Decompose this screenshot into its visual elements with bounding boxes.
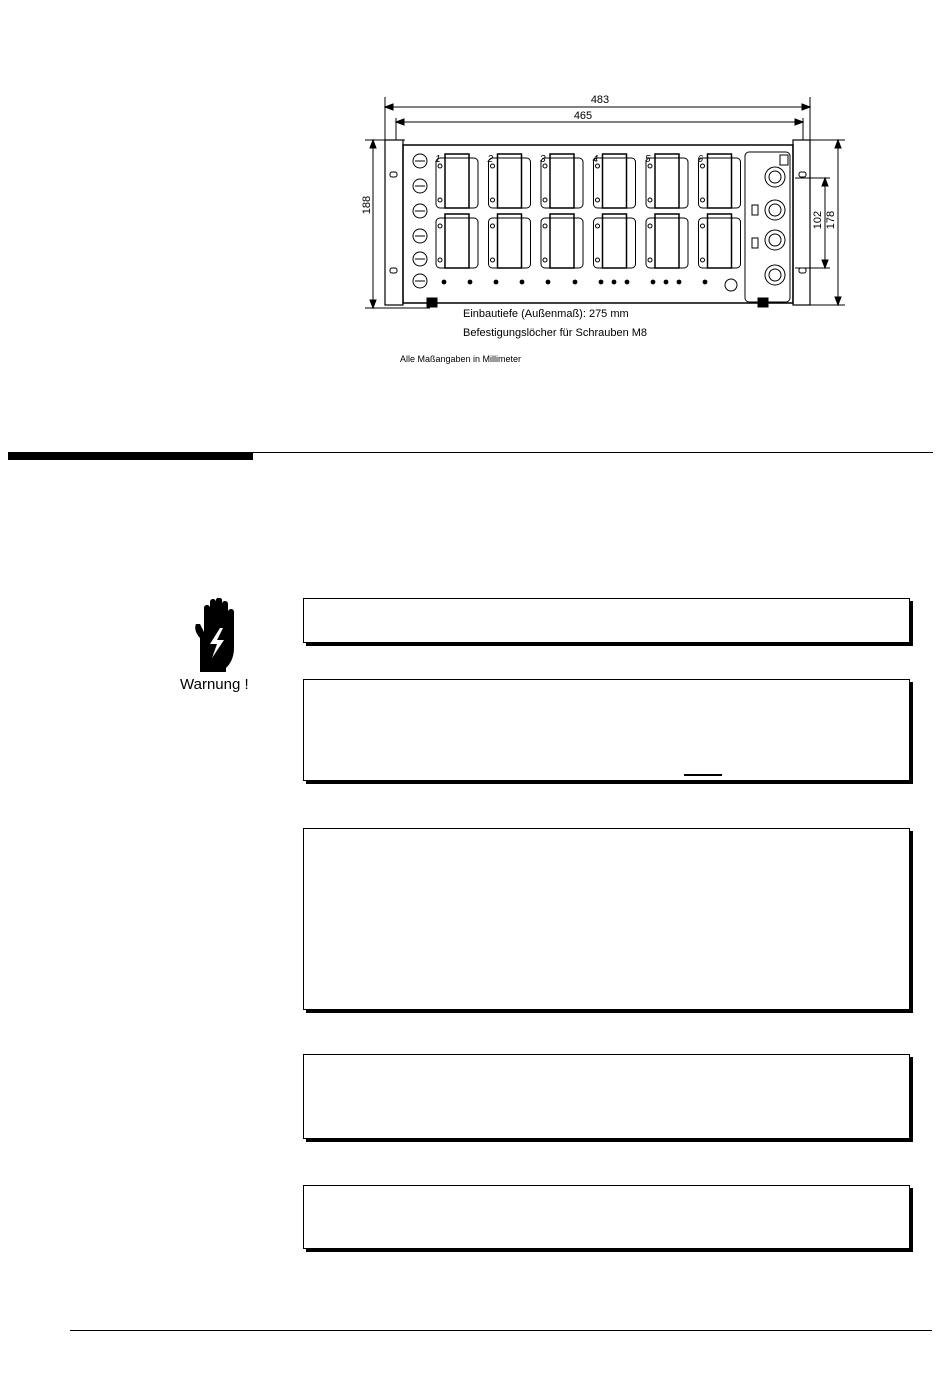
socket-screw <box>648 224 652 228</box>
caption-units: Alle Maßangaben in Millimeter <box>400 354 522 364</box>
socket-screw <box>596 224 600 228</box>
socket-cover <box>550 154 574 208</box>
rack-ear-left <box>385 140 403 305</box>
caption-holes: Befestigungslöcher für Schrauben M8 <box>463 327 648 339</box>
indicator-led <box>664 280 669 285</box>
section-rule-thick <box>8 452 253 460</box>
indicator-led <box>599 280 604 285</box>
socket-cover <box>708 214 732 268</box>
indicator-led <box>573 280 578 285</box>
socket-screw <box>543 258 547 262</box>
socket-cover <box>550 214 574 268</box>
socket-screw <box>648 198 652 202</box>
socket-screw <box>596 198 600 202</box>
socket-screw <box>543 224 547 228</box>
socket-cover <box>708 154 732 208</box>
dim-178: 178 <box>825 210 837 230</box>
socket-grid <box>435 154 741 268</box>
channel-number: 5 <box>645 154 651 165</box>
socket-cover <box>655 154 679 208</box>
indicator-led <box>612 280 617 285</box>
socket-cover <box>445 214 469 268</box>
section-rule-thin <box>253 452 933 453</box>
indicator-led <box>520 280 525 285</box>
socket-cover <box>445 154 469 208</box>
indicator-led <box>468 280 473 285</box>
socket-screw <box>491 258 495 262</box>
dim-483: 483 <box>590 94 610 106</box>
channel-number: 1 <box>435 154 441 165</box>
socket-screw <box>491 198 495 202</box>
channel-number: 3 <box>540 154 546 165</box>
socket-screw <box>438 198 442 202</box>
notice-box-5 <box>303 1185 910 1249</box>
socket-screw <box>543 198 547 202</box>
footer-rule <box>70 1330 932 1331</box>
underline-mark <box>684 774 722 776</box>
socket-screw <box>648 258 652 262</box>
socket-screw <box>491 224 495 228</box>
dim-188: 188 <box>361 195 373 215</box>
notice-box-1 <box>303 598 910 643</box>
indicator-led <box>625 280 630 285</box>
socket-screw <box>701 198 705 202</box>
channel-number: 6 <box>697 154 704 165</box>
channel-number: 4 <box>592 154 599 165</box>
notice-box-2 <box>303 679 910 781</box>
connector-panel <box>745 152 790 302</box>
socket-cover <box>498 154 522 208</box>
dim-465: 465 <box>573 110 593 122</box>
socket-cover <box>603 214 627 268</box>
breaker-column <box>413 154 427 288</box>
dim-102: 102 <box>812 210 824 230</box>
indicator-led <box>442 280 447 285</box>
indicator-led <box>677 280 682 285</box>
indicator-led <box>651 280 656 285</box>
indicator-led <box>546 280 551 285</box>
notice-box-3 <box>303 828 910 1010</box>
socket-screw <box>438 224 442 228</box>
indicator-led <box>703 280 708 285</box>
socket-screw <box>438 258 442 262</box>
hand-lightning-icon <box>190 598 246 674</box>
warning-label: Warnung ! <box>180 676 249 693</box>
rack-unit-drawing <box>0 0 950 460</box>
socket-cover <box>655 214 679 268</box>
caption-depth: Einbautiefe (Außenmaß): 275 mm <box>463 308 629 320</box>
indicator-led <box>494 280 499 285</box>
channel-number: 2 <box>487 154 494 165</box>
socket-screw <box>701 258 705 262</box>
socket-cover <box>498 214 522 268</box>
notice-box-4 <box>303 1054 910 1139</box>
rack-ear-right <box>793 140 810 305</box>
socket-screw <box>701 224 705 228</box>
led-row <box>442 280 708 285</box>
socket-screw <box>596 258 600 262</box>
socket-cover <box>603 154 627 208</box>
